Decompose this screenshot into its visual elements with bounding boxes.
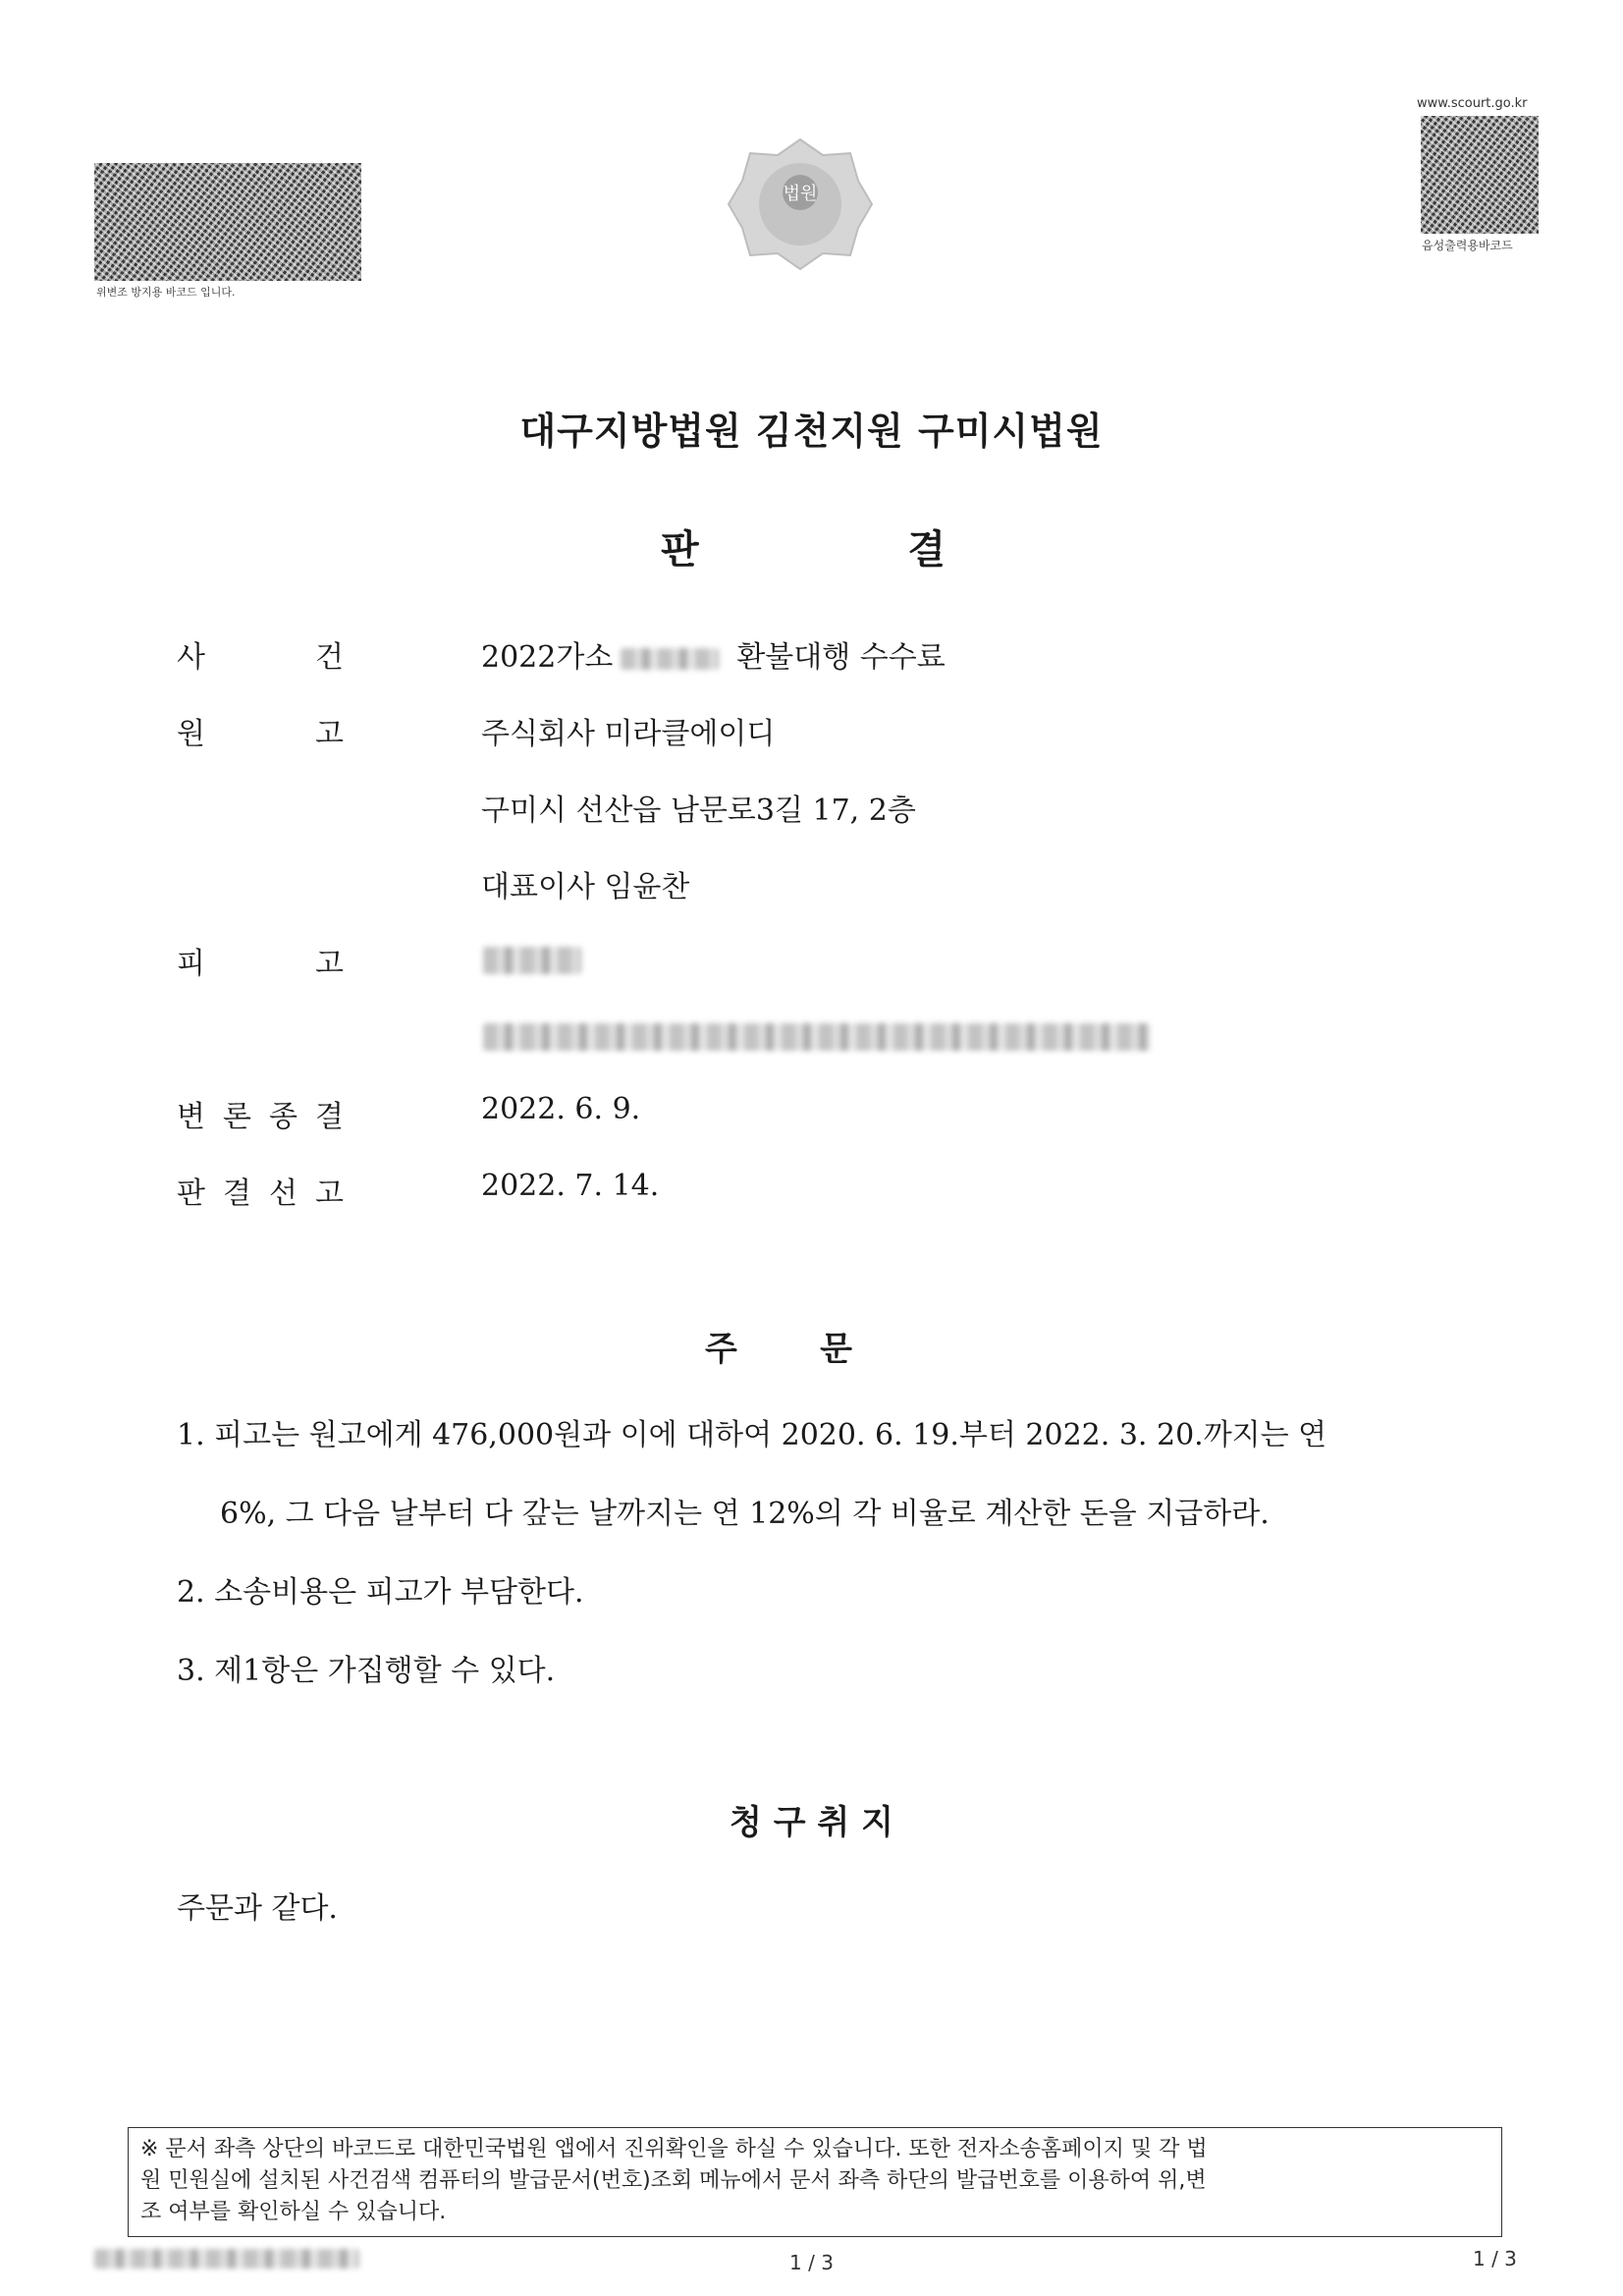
qr-url: www.scourt.go.kr <box>1417 96 1528 111</box>
closing-argument-label: 변 론 종 결 <box>177 1100 344 1134</box>
judgment-date: 2022. 7. 14. <box>481 1169 660 1203</box>
redacted-defendant-address <box>483 1023 1151 1051</box>
order-item-3: 3. 제1항은 가집행할 수 있다. <box>177 1654 556 1688</box>
redacted-defendant-name <box>483 947 581 974</box>
order-item-2: 2. 소송비용은 피고가 부담한다. <box>177 1575 584 1610</box>
claim-heading: 청 구 취 지 <box>730 1803 893 1842</box>
notice-line-1: ※ 문서 좌측 상단의 바코드로 대한민국법원 앱에서 진위확인을 하실 수 있습니다. 또한 전자소송홈페이지 및 각 법 <box>140 2137 1208 2161</box>
doc-title <box>661 519 946 574</box>
court-seal-icon <box>727 136 874 273</box>
verification-notice <box>128 2127 1502 2237</box>
notice-line-3: 조 여부를 확인하실 수 있습니다. <box>140 2200 447 2224</box>
closing-argument-date: 2022. 6. 9. <box>481 1092 641 1126</box>
order-item-1: 1. 피고는 원고에게 476,000원과 이에 대하여 2020. 6. 19.부터 2022. 3. 20.까지는 연 <box>177 1418 1327 1452</box>
order-heading: 주 문 <box>705 1330 852 1369</box>
case-value <box>481 632 946 676</box>
barcode-caption: 위변조 방지용 바코드 입니다. <box>96 286 236 299</box>
qr-caption: 음성출력용바코드 <box>1422 239 1513 252</box>
defendant-label: 피 고 <box>177 947 344 981</box>
claim-text: 주문과 같다. <box>177 1891 338 1926</box>
judgment-date-label: 판 결 선 고 <box>177 1176 344 1211</box>
plaintiff-address: 구미시 선산읍 남문로3길 17, 2층 <box>481 793 916 828</box>
doc-title-char-2: 결 <box>907 527 946 573</box>
case-name: 환불대행 수수료 <box>736 640 946 675</box>
page-number-center: 1 / 3 <box>789 2251 834 2274</box>
plaintiff-representative: 대표이사 임윤찬 <box>481 870 690 904</box>
order-item-1-cont: 6%, 그 다음 날부터 다 갚는 날까지는 연 12%의 각 비율로 계산한 돈을 지급하라. <box>220 1497 1270 1531</box>
court-name: 대구지방법원 김천지원 구미시법원 <box>519 410 1104 453</box>
case-number-prefix: 2022가소 <box>481 640 614 675</box>
doc-title-char-1: 판 <box>661 527 699 573</box>
seal-text: 법원 <box>783 184 818 204</box>
page-number-right: 1 / 3 <box>1473 2247 1517 2270</box>
qr-code <box>1421 116 1539 234</box>
plaintiff-label: 원 고 <box>177 717 344 751</box>
case-label: 사 건 <box>177 640 344 675</box>
redacted-case-number <box>621 648 719 670</box>
notice-line-2: 원 민원실에 설치된 사건검색 컴퓨터의 발급문서(번호)조회 메뉴에서 문서 좌측 하단의 발급번호를 이용하여 위,변 <box>140 2168 1207 2193</box>
verification-barcode <box>94 163 361 281</box>
plaintiff-name: 주식회사 미라클에이디 <box>481 717 776 751</box>
